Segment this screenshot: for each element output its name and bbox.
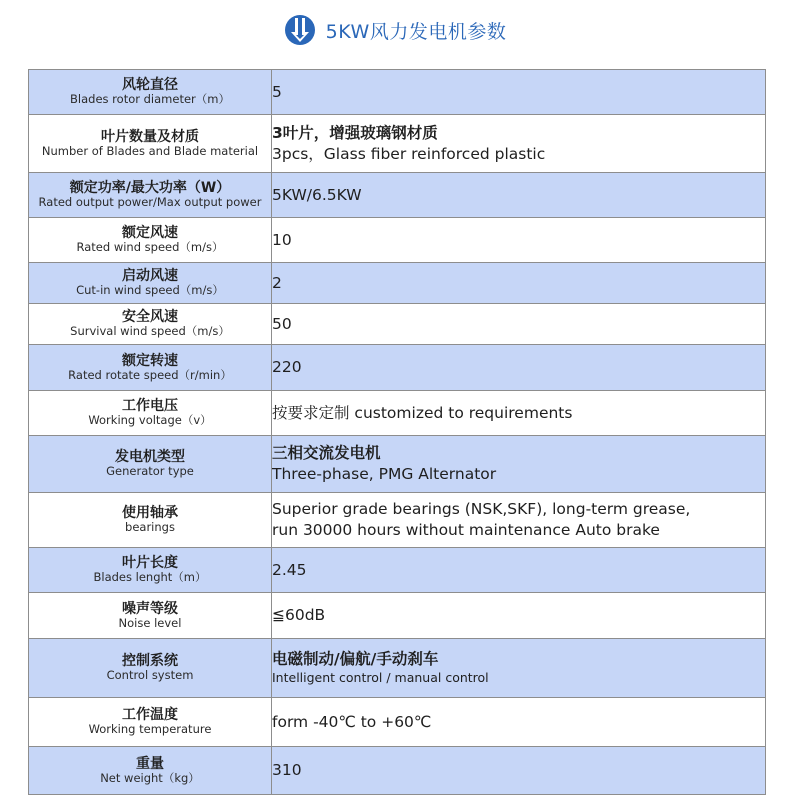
spec-value: [272, 391, 766, 436]
spec-label: [29, 493, 272, 548]
spec-label: [29, 218, 272, 263]
spec-label-en: Survival wind speed（m/s）: [70, 324, 230, 339]
table-row: [29, 263, 766, 304]
spec-value-text: Three-phase, PMG Alternator: [272, 465, 497, 483]
table-row: [29, 173, 766, 218]
table-row: [29, 218, 766, 263]
spec-value: [272, 173, 766, 218]
spec-label-en: Noise level: [118, 615, 182, 630]
spec-label-en: Rated output power/Max output power: [38, 195, 262, 210]
page-title: 5KW风力发电机参数: [325, 20, 507, 43]
spec-label: [29, 70, 272, 115]
spec-label-en: Blades rotor diameter（m）: [70, 92, 230, 107]
spec-label-en: Working voltage（v）: [88, 413, 212, 428]
spec-label-en: Working temperature: [88, 722, 212, 737]
spec-value-text: 310: [272, 761, 302, 780]
spec-value-text: form -40℃ to +60℃: [272, 712, 432, 731]
page-header: [0, 10, 790, 50]
spec-value: [272, 436, 766, 493]
spec-label-cn: 使用轴承: [122, 505, 178, 522]
spec-label-cn: 安全风速: [122, 309, 178, 326]
spec-value-text: 电磁制动/偏航/手动刹车: [272, 650, 439, 669]
spec-value: [272, 70, 766, 115]
table-row: [29, 698, 766, 747]
spec-label: [29, 593, 272, 639]
spec-label-en: Net weight（kg）: [100, 770, 200, 785]
spec-value: [272, 345, 766, 391]
spec-value-text: 2.45: [272, 560, 307, 579]
spec-value-text: ≦60dB: [272, 606, 326, 625]
spec-value-text: 3pcs，Glass fiber reinforced plastic: [272, 144, 546, 163]
spec-label-cn: 工作电压: [122, 398, 178, 415]
spec-label-cn: 发电机类型: [115, 449, 185, 466]
spec-label: [29, 173, 272, 218]
spec-value: [272, 747, 766, 795]
table-row: [29, 345, 766, 391]
table-row: [29, 115, 766, 173]
spec-value: [272, 639, 766, 698]
spec-label-en: Rated wind speed（m/s）: [76, 240, 224, 255]
spec-label: [29, 548, 272, 593]
spec-label-en: Generator type: [106, 464, 194, 479]
spec-label-en: bearings: [125, 520, 175, 535]
spec-value-text: 5KW/6.5KW: [272, 185, 362, 204]
spec-value-text: Superior grade bearings (NSK,SKF), long-term grease,: [272, 500, 691, 519]
spec-label: [29, 747, 272, 795]
table-row: [29, 304, 766, 345]
spec-label-cn: 额定转速: [122, 352, 178, 369]
spec-label: [29, 698, 272, 747]
spec-value-text: 3叶片，增强玻璃钢材质: [272, 123, 438, 142]
spec-label-cn: 叶片长度: [122, 555, 178, 572]
spec-label-cn: 启动风速: [122, 268, 178, 285]
spec-label: [29, 639, 272, 698]
table-row: [29, 747, 766, 795]
spec-value: [272, 218, 766, 263]
table-row: [29, 493, 766, 548]
spec-value-text: 220: [272, 358, 302, 377]
spec-label-cn: 风轮直径: [122, 77, 178, 94]
spec-value: [272, 698, 766, 747]
spec-label: [29, 115, 272, 173]
spec-label-en: Control system: [106, 668, 194, 683]
spec-label-en: Blades lenght（m）: [93, 570, 207, 585]
spec-label-cn: 噪声等级: [122, 600, 178, 617]
spec-value-text: 10: [272, 230, 292, 249]
spec-label-cn: 叶片数量及材质: [101, 128, 199, 145]
spec-value: [272, 548, 766, 593]
spec-value-text: 2: [272, 273, 282, 292]
spec-value-text: 三相交流发电机: [272, 444, 381, 463]
spec-label-cn: 控制系统: [122, 653, 178, 670]
table-row: [29, 436, 766, 493]
spec-label-cn: 额定功率/最大功率（W）: [69, 180, 231, 197]
spec-value: [272, 593, 766, 639]
spec-label-en: Rated rotate speed（r/min）: [68, 367, 232, 382]
spec-value-text: 按要求定制 customized to requirements: [272, 403, 573, 422]
table-row: [29, 70, 766, 115]
spec-value: [272, 304, 766, 345]
spec-table: [28, 69, 766, 795]
spec-label-en: Number of Blades and Blade material: [41, 143, 259, 158]
spec-label-cn: 工作温度: [122, 707, 178, 724]
spec-label-cn: 重量: [136, 755, 164, 772]
spec-label: [29, 263, 272, 304]
spec-label-cn: 额定风速: [122, 225, 178, 242]
table-row: [29, 548, 766, 593]
spec-value-text: Intelligent control / manual control: [272, 670, 489, 686]
table-row: [29, 391, 766, 436]
spec-value-text: run 30000 hours without maintenance Auto brake: [272, 521, 660, 539]
spec-label: [29, 304, 272, 345]
spec-value-text: 50: [272, 314, 292, 333]
spec-value-text: 5: [272, 82, 282, 101]
spec-label-en: Cut-in wind speed（m/s）: [76, 283, 224, 298]
table-row: [29, 593, 766, 639]
table-row: [29, 639, 766, 698]
spec-label: [29, 391, 272, 436]
spec-label: [29, 345, 272, 391]
spec-label: [29, 436, 272, 493]
spec-value: [272, 493, 766, 548]
spec-value: [272, 263, 766, 304]
spec-value: [272, 115, 766, 173]
down-arrow-circle-icon: [284, 14, 316, 46]
